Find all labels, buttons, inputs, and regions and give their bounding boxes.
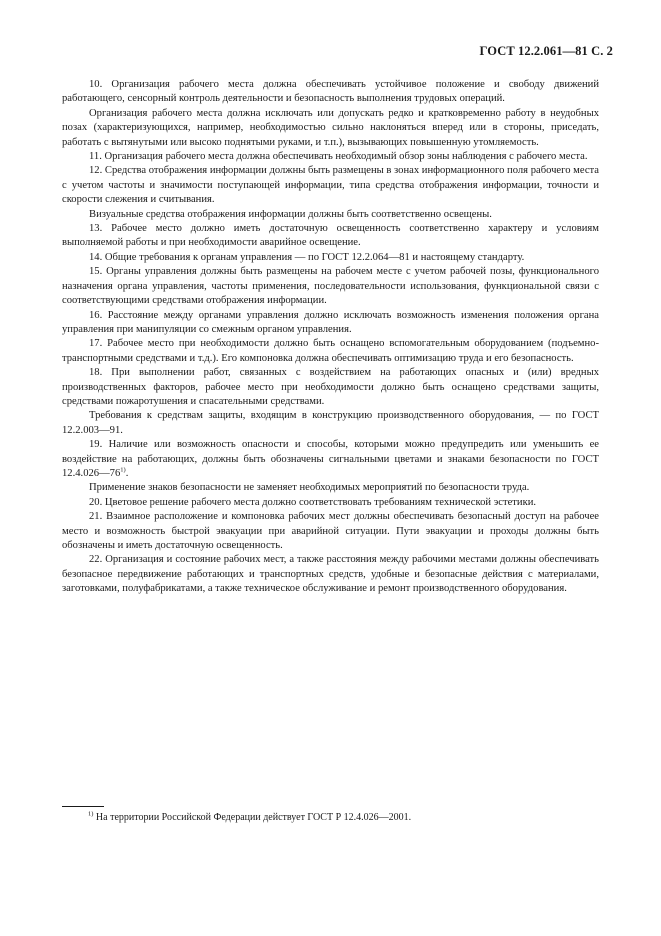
document-body [62, 78, 599, 597]
paragraph-12-cont: Визуальные средства отображения информации должны быть соответственно освещены. [89, 208, 492, 220]
paragraph-19-cont: Применение знаков безопасности не заменяет необходимых мероприятий по безопасности труда. [89, 482, 530, 494]
paragraph-18: 18. При выполнении работ, связанных с воздействием на работающих опасных и (или) вредных производственных факторов, рабочее место при необходимости должно быть оснащено средствами защиты, средствами пожаротушения и спасательными средствами. [62, 367, 599, 407]
footnote-reference: 1) [120, 466, 126, 474]
paragraph-19-end: . [125, 467, 129, 479]
footnote-text: На территории Российской Федерации действует ГОСТ Р 12.4.026—2001. [95, 812, 412, 823]
paragraph-21: 21. Взаимное расположение и компоновка рабочих мест должны обеспечивать безопасный доступ на рабочее место и возможность быстрой эвакуации при аварийной ситуации. Пути эвакуации и проходы должны быть обозначены и иметь достаточную освещенность. [62, 511, 599, 551]
paragraph-18-cont: Требования к средствам защиты, входящим в конструкцию производственного оборудования, — по ГОСТ 12.2.003—91. [62, 410, 599, 436]
footnote-mark: 1) [88, 810, 94, 818]
paragraph-14: 14. Общие требования к органам управления — по ГОСТ 12.2.064—81 и настоящему стандарту. [89, 251, 525, 263]
paragraph-22: 22. Организация и состояние рабочих мест, а также расстояния между рабочими местами должны обеспечивать безопасное передвижение работающих и транспортных средств, удобные и безопасные действия с материалами, заготовками, полуфабрикатами, а также техническое обслуживание и ремонт производственного оборудования. [62, 554, 599, 595]
paragraph-10-cont: Организация рабочего места должна исключать или допускать редко и кратковременно работу в неудобных позах (характеризующихся, например, необходимостью сильно наклоняться вперед или в стороны, приседать, работать с вытянутыми или высоко поднятыми руками, и т.п.), вызывающих повышенную утомляемость. [62, 107, 599, 148]
paragraph-15: 15. Органы управления должны быть размещены на рабочем месте с учетом рабочей позы, функционального назначения органа управления, частоты применения, последовательности использования, функциональной связи с соответствующими средствами отображения информации. [62, 266, 599, 307]
paragraph-13: 13. Рабочее место должно иметь достаточную освещенность соответственно характеру и условиям выполняемой работы и при необходимости аварийное освещение. [62, 223, 599, 249]
paragraph-20: 20. Цветовое решение рабочего места должно соответствовать требованиям технической эстетики. [89, 496, 537, 508]
footnote-divider [62, 806, 104, 807]
footnote [88, 811, 599, 824]
paragraph-11: 11. Организация рабочего места должна обеспечивать необходимый обзор зоны наблюдения с рабочего места. [89, 151, 588, 163]
page-header: ГОСТ 12.2.061—81 С. 2 [479, 44, 613, 58]
paragraph-19-text: 19. Наличие или возможность опасности и способы, которыми можно предупредить или уменьшить ее воздействие на работающих, должны быть обозначены сигнальными цветами и знаками безопасности по ГОСТ 12.4.026—76 [62, 439, 599, 479]
paragraph-10: 10. Организация рабочего места должна обеспечивать устойчивое положение и свободу движений работающего, сенсорный контроль деятельности и безопасность выполнения трудовых операций. [62, 79, 599, 105]
paragraph-19 [62, 438, 599, 481]
paragraph-16: 16. Расстояние между органами управления должно исключать возможность изменения положения органа управления при манипуляции со смежным органом управления. [62, 309, 599, 335]
paragraph-12: 12. Средства отображения информации должны быть размещены в зонах информационного поля рабочего места с учетом частоты и значимости поступающей информации, типа средства отображения информации, точности и скорости слежения и считывания. [62, 165, 599, 206]
paragraph-17: 17. Рабочее место при необходимости должно быть оснащено вспомогательным оборудованием (подъемно-транспортными средствами и т.д.). Его компоновка должна обеспечивать оптимизацию труда и его безопасность. [62, 338, 599, 364]
